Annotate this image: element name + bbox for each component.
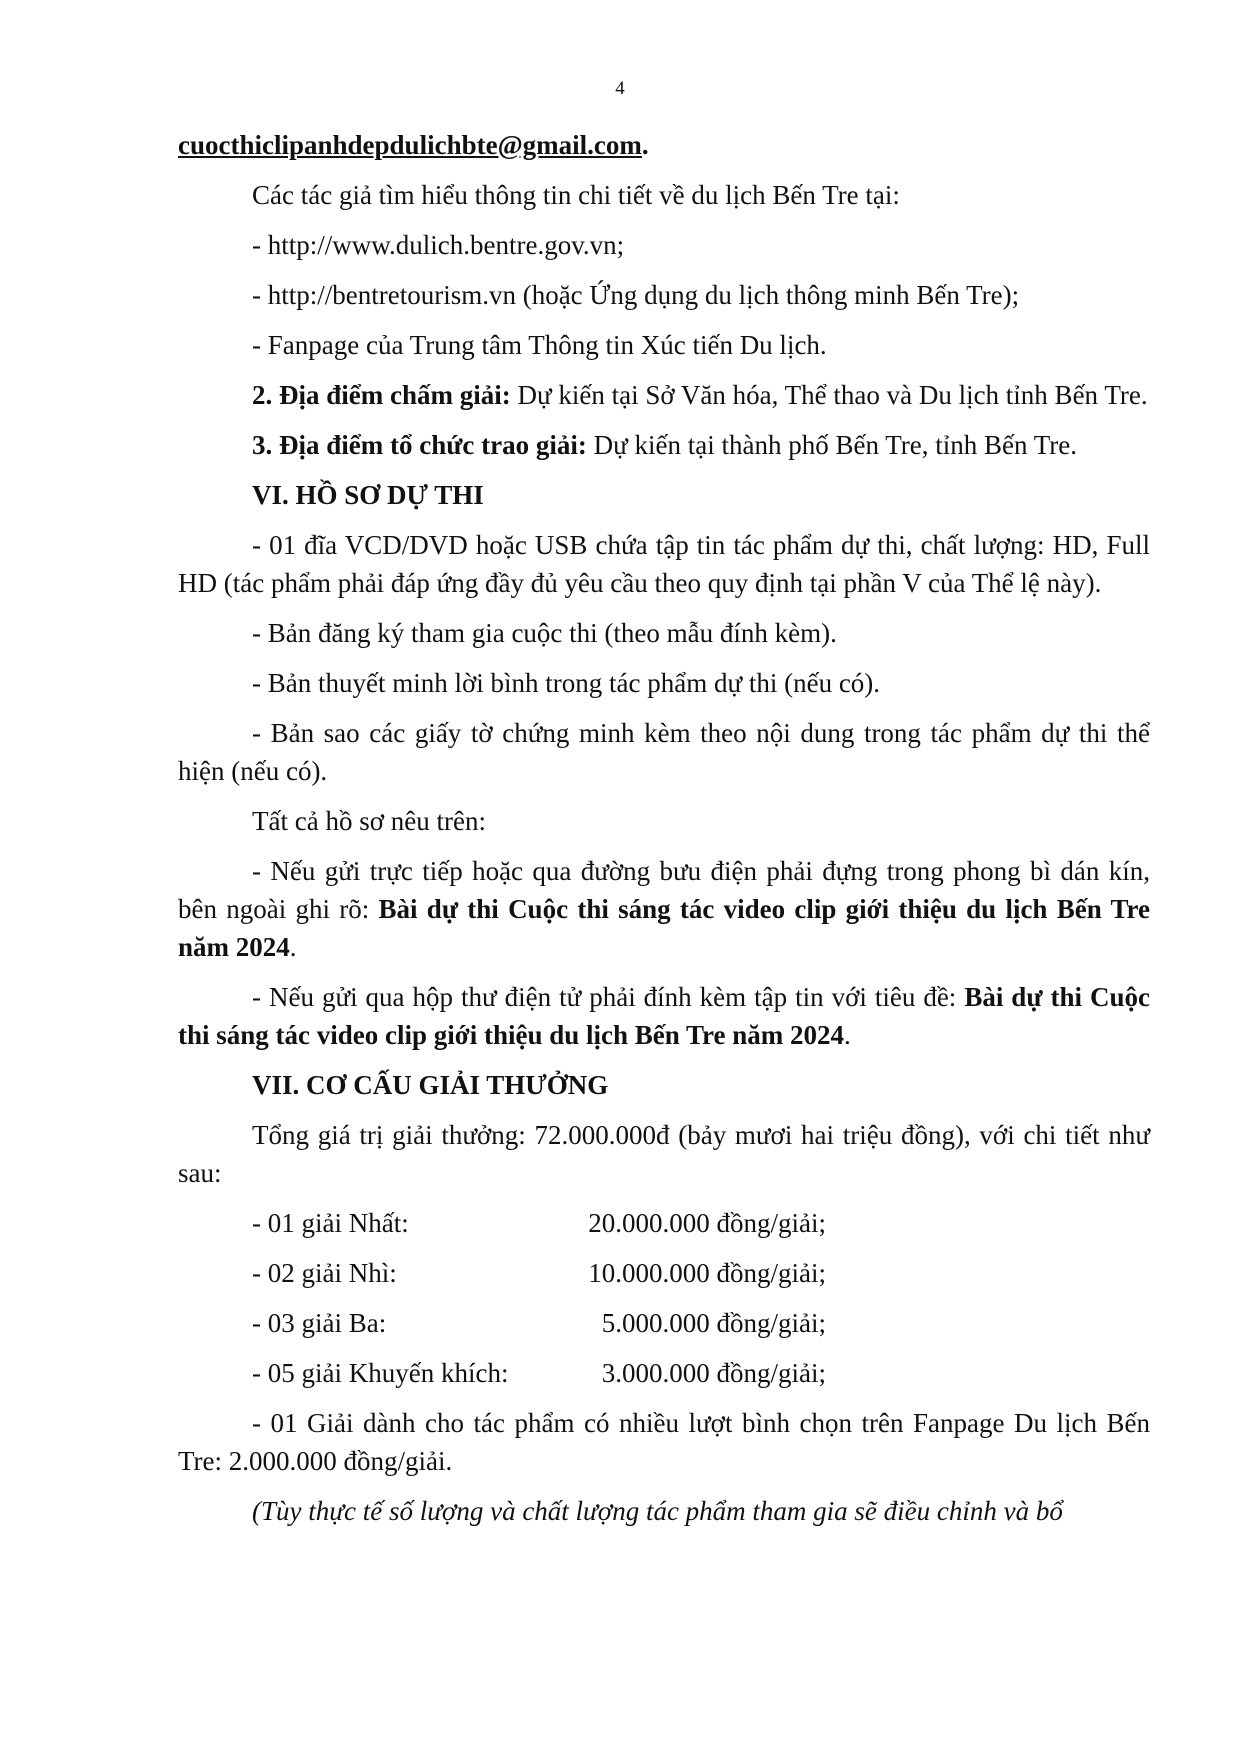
info-link-3: - Fanpage của Trung tâm Thông tin Xúc tiến Du lịch. xyxy=(252,330,827,360)
prize-label: - 02 giải Nhì: xyxy=(252,1258,397,1288)
contest-email-link[interactable]: cuocthiclipanhdepdulichbte@gmail.com xyxy=(178,130,642,160)
judging-location-label: 2. Địa điểm chấm giải: xyxy=(252,380,511,410)
prize-row-third xyxy=(178,1304,1150,1342)
section-7-heading: VII. CƠ CẤU GIẢI THƯỞNG xyxy=(252,1070,609,1100)
award-location-label: 3. Địa điểm tổ chức trao giải: xyxy=(252,430,587,460)
prize-label: - 01 giải Nhất: xyxy=(252,1208,409,1238)
section-6-item-1: - 01 đĩa VCD/DVD hoặc USB chứa tập tin tác phẩm dự thi, chất lượng: HD, Full HD (tác phẩm phải đáp ứng đầy đủ yêu cầu theo quy định tại phần V của Thể lệ này). xyxy=(178,530,1150,598)
section-6-item-3: - Bản thuyết minh lời bình trong tác phẩm dự thi (nếu có). xyxy=(252,668,881,698)
prize-label: - 05 giải Khuyến khích: xyxy=(252,1358,509,1388)
prize-total: Tổng giá trị giải thưởng: 72.000.000đ (bảy mươi hai triệu đồng), với chi tiết như sau: xyxy=(178,1120,1150,1188)
email-instruction xyxy=(178,978,1150,1054)
prize-amount: 3.000.000 đồng/giải; xyxy=(601,1358,826,1388)
email-instruction-prefix: - Nếu gửi qua hộp thư điện tử phải đính kèm tập tin với tiêu đề: xyxy=(252,982,965,1012)
mail-instruction xyxy=(178,852,1150,966)
prize-row-encouragement xyxy=(178,1354,1150,1392)
document-body xyxy=(178,126,1150,1542)
prize-label: - 03 giải Ba: xyxy=(252,1308,387,1338)
prize-row-second xyxy=(178,1254,1150,1292)
all-docs-intro: Tất cả hồ sơ nêu trên: xyxy=(252,806,486,836)
judging-location-text: Dự kiến tại Sở Văn hóa, Thể thao và Du lịch tỉnh Bến Tre. xyxy=(510,380,1148,410)
prize-amount: 5.000.000 đồng/giải; xyxy=(601,1308,826,1338)
judging-location xyxy=(178,376,1150,414)
section-6-heading: VI. HỒ SƠ DỰ THI xyxy=(252,480,484,510)
email-instruction-suffix: . xyxy=(844,1020,851,1050)
email-instruction-title: Bài dự thi Cuộc thi sáng tác video clip giới thiệu du lịch Bến Tre năm 2024 xyxy=(178,982,1150,1050)
prize-row-first xyxy=(178,1204,1150,1242)
section-6-item-2: - Bản đăng ký tham gia cuộc thi (theo mẫu đính kèm). xyxy=(252,618,837,648)
info-link-2[interactable]: - http://bentretourism.vn (hoặc Ứng dụng du lịch thông minh Bến Tre); xyxy=(252,280,1020,310)
prize-amount: 20.000.000 đồng/giải; xyxy=(588,1208,826,1238)
award-location xyxy=(178,426,1150,464)
prize-note: (Tùy thực tế số lượng và chất lượng tác phẩm tham gia sẽ điều chỉnh và bổ xyxy=(252,1496,1063,1526)
page-number: 4 xyxy=(615,78,625,99)
vote-prize: - 01 Giải dành cho tác phẩm có nhiều lượt bình chọn trên Fanpage Du lịch Bến Tre: 2.000.000 đồng/giải. xyxy=(178,1408,1150,1476)
info-intro: Các tác giả tìm hiểu thông tin chi tiết về du lịch Bến Tre tại: xyxy=(252,180,900,210)
section-6-item-4: - Bản sao các giấy tờ chứng minh kèm theo nội dung trong tác phẩm dự thi thể hiện (nếu có). xyxy=(178,718,1150,786)
email-line xyxy=(178,126,1150,164)
prize-amount: 10.000.000 đồng/giải; xyxy=(588,1258,826,1288)
award-location-text: Dự kiến tại thành phố Bến Tre, tỉnh Bến Tre. xyxy=(586,430,1078,460)
info-link-1[interactable]: - http://www.dulich.bentre.gov.vn; xyxy=(252,230,625,260)
mail-instruction-suffix: . xyxy=(289,932,297,962)
mail-instruction-title: Bài dự thi Cuộc thi sáng tác video clip giới thiệu du lịch Bến Tre năm 2024 xyxy=(178,894,1150,962)
email-suffix: . xyxy=(641,130,649,160)
mail-instruction-prefix: - Nếu gửi trực tiếp hoặc qua đường bưu điện phải đựng trong phong bì dán kín, bên ngoài ghi rõ: xyxy=(178,856,1150,924)
